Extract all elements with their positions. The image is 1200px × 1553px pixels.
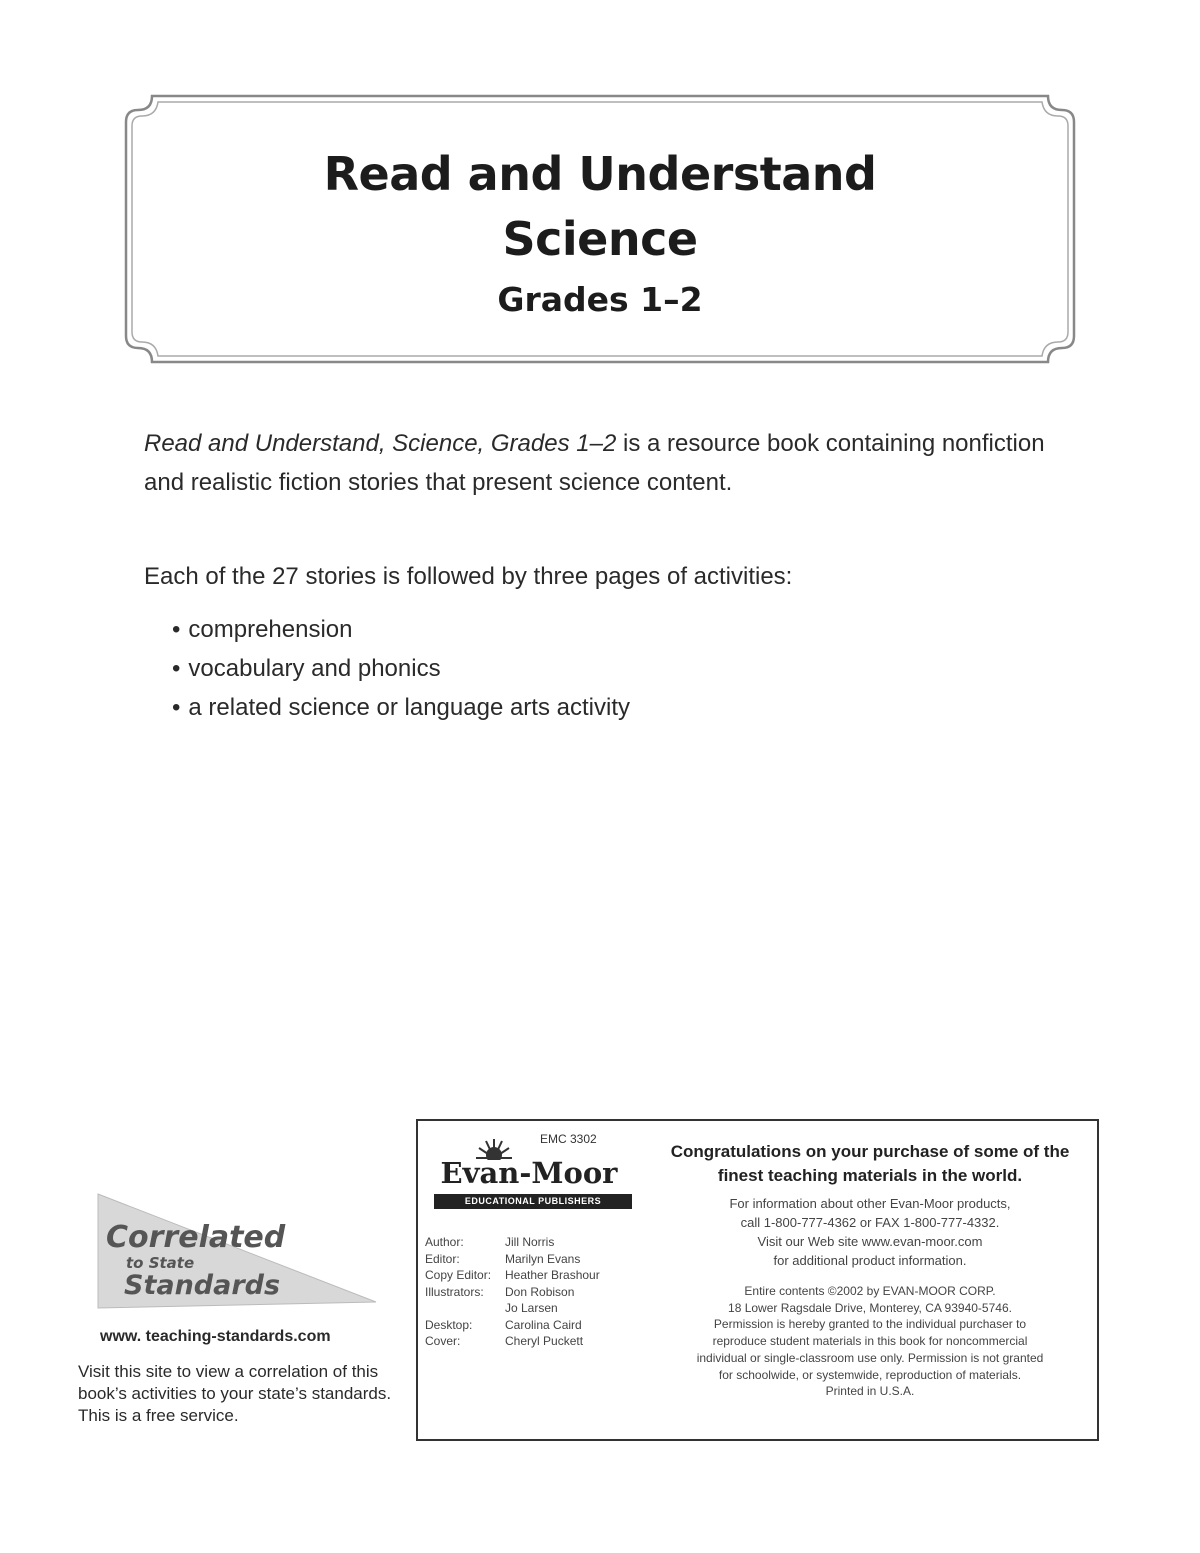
credits-list [425, 1234, 600, 1350]
contact-info: For information about other Evan-Moor products, call 1-800-777-4362 or FAX 1-800-777-4332. Visit our Web site www.evan-moor.com for additional product information. [729, 1196, 1011, 1268]
title-line-1: Read and Understand [323, 147, 877, 201]
title-grades: Grades 1–2 [497, 280, 703, 319]
standards-url[interactable]: www. teaching-standards.com [100, 1328, 331, 1345]
credit-row: Editor: Marilyn Evans [425, 1251, 581, 1266]
standards-logo-line-1: Correlated [106, 1220, 286, 1255]
standards-visit-text: Visit this site to view a correlation of this book’s activities to your state’s standards. This is a free service. [78, 1362, 392, 1425]
activities-list [172, 610, 630, 727]
activities-lead: Each of the 27 stories is followed by three pages of activities: [144, 563, 793, 590]
credit-row: Jo Larsen [505, 1301, 558, 1315]
credit-row: Copy Editor: Heather Brashour [425, 1268, 600, 1282]
publisher-subtitle: EDUCATIONAL PUBLISHERS [434, 1194, 632, 1209]
list-item: • a related science or language arts activity [172, 688, 630, 727]
publisher-name: Evan-Moor [440, 1156, 618, 1190]
standards-logo-line-3: Standards [124, 1270, 281, 1301]
standards-logo-line-2: to State [126, 1254, 195, 1272]
legal-notice: Entire contents ©2002 by EVAN-MOOR CORP. 18 Lower Ragsdale Drive, Monterey, CA 93940-5746. Permission is hereby granted to the individual purchaser to reproduce student materials in this book for noncommercial individual or single-classroom use only. Permission is not granted for schoolwide, or systemwide, reproduction of materials. Printed in U.S.A. [696, 1284, 1044, 1399]
credit-row: Author: Jill Norris [425, 1235, 555, 1249]
credit-row: Illustrators: Don Robison [425, 1284, 575, 1299]
title-frame [122, 92, 1078, 366]
product-code: EMC 3302 [540, 1132, 597, 1146]
title-line-2: Science [502, 212, 698, 266]
intro-book-title: Read and Understand, Science, Grades 1–2 [144, 430, 617, 457]
intro-description: is a resource book containing nonfiction and realistic fiction stories that present science content. [144, 430, 1045, 496]
list-item: • comprehension [172, 610, 630, 649]
list-item: • vocabulary and phonics [172, 649, 630, 688]
credit-row: Cover: Cheryl Puckett [425, 1334, 584, 1348]
standards-logo [96, 1192, 378, 1312]
credit-row: Desktop: Carolina Caird [425, 1317, 582, 1332]
intro-paragraph [144, 424, 1084, 502]
congratulations-headline: Congratulations on your purchase of some of the finest teaching materials in the world. [670, 1142, 1070, 1185]
evan-moor-logo [424, 1138, 644, 1210]
